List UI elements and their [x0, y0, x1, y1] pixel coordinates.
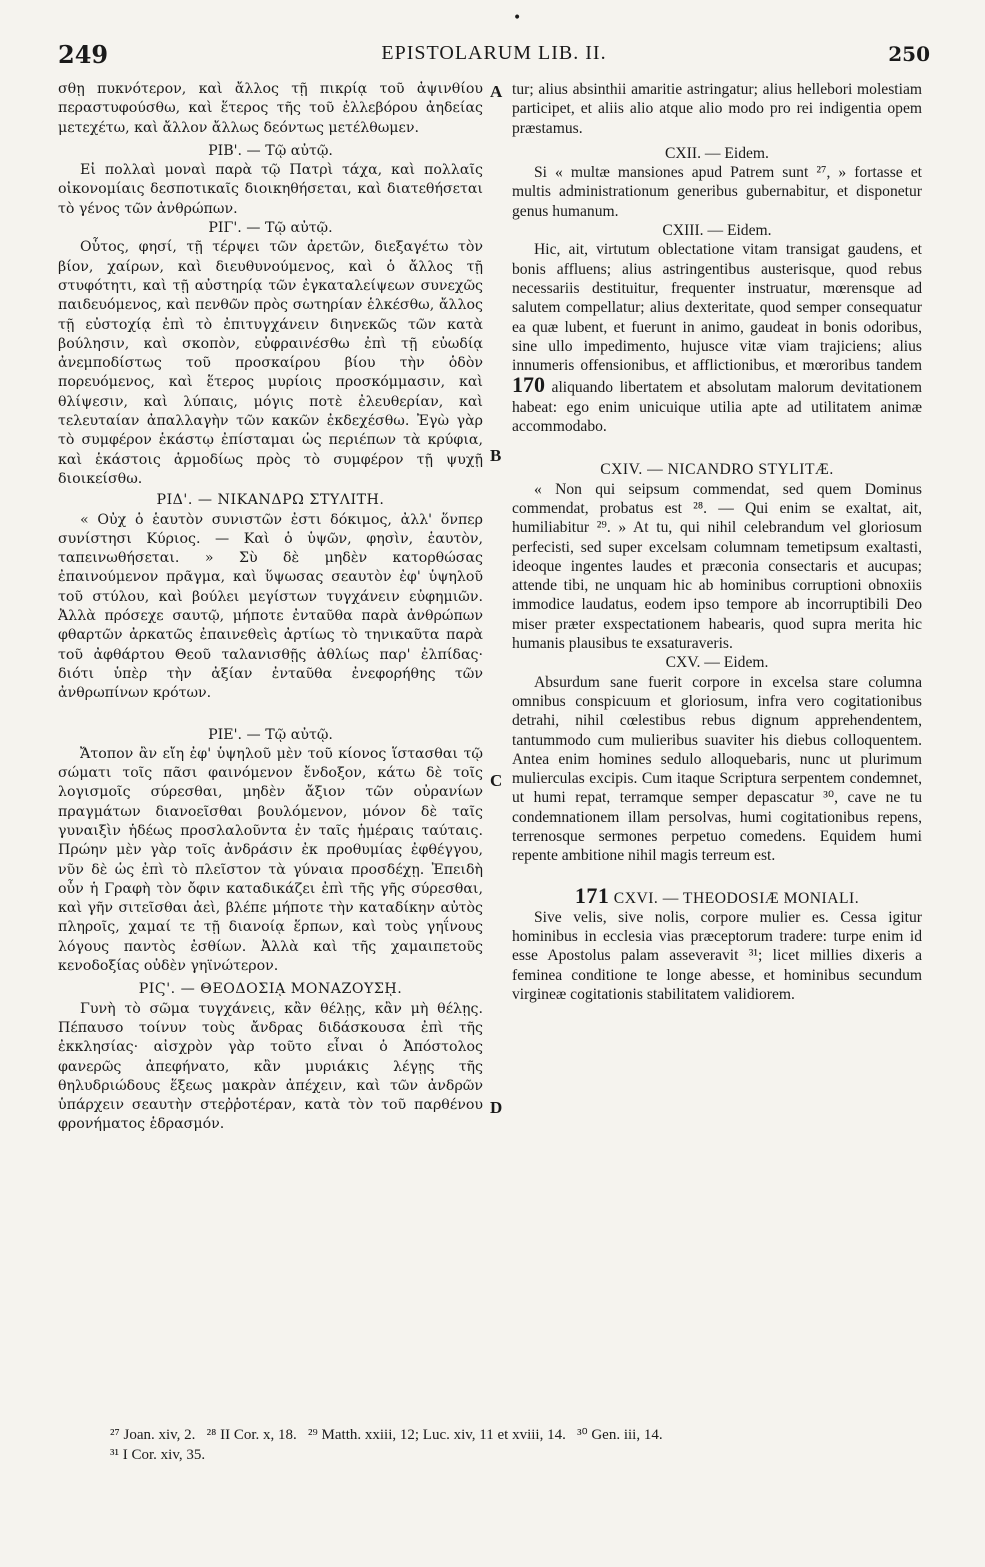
margin-letter-c: C	[490, 771, 503, 790]
ink-mark: •	[513, 10, 522, 26]
column-number: 170	[512, 372, 545, 398]
page-number-left: 249	[58, 40, 109, 69]
latin-heading: CXIV. — NICANDRO STYLITÆ.	[600, 461, 834, 479]
latin-heading	[512, 882, 922, 908]
latin-paragraph: Absurdum sane fuerit corpore in excelsa stare columna omnibus conspicuum et gloriosum, infra vero cogitationibus detrahi, nihil cœlestibus rebus dignum apprehendentem, tantummodo cum mulieribus suaviter his diebus colloquentem. Antea enim homines sedulo alloquebaris, nunc ut plurimum mulierculas excipis. Cum itaque Scriptura serpentem condemnet, ut humi repat, terramque semper depascatur ³⁰, cave ne tu condemnationem illam persolvas, humi cogitationibus repens, terrenosque sermones perpetuo comedens. Equidem humi repente ambitione nihil magis terreum est.	[512, 673, 922, 865]
latin-paragraph	[512, 240, 922, 436]
latin-paragraph: tur; alius absinthii amaritie astringatur; alius hellebori molestiam participet, et aliis alio atque alio modo pro rei indigentia opem præstamus.	[512, 81, 922, 137]
latin-paragraph: Si « multæ mansiones apud Patrem sunt ²⁷, » fortasse et multis administrationum generibus gubernabitur, et disponetur genus humanum.	[512, 164, 922, 220]
footnotes	[110, 1425, 935, 1465]
greek-paragraph: Οὗτος, φησί, τῇ τέρψει τῶν ἀρετῶν, διεξαγέτω τὸν βίον, χαίρων, καὶ διευθυνούμενος, καὶ ὁ ἄλλος τῇ στυφότητι, καὶ τῇ αὐστηρίᾳ τῶν ἐγκαταλείψεων συνεχῶς παιδευόμενος, καὶ πενθῶν πρὸς σωτηρίαν ἑλκέσθω, ἄλλος τῇ εὐστοχίᾳ ἐπὶ τὸ ἐπιτυγχάνειν διηνεκῶς τῶν κατὰ βούλησιν, καὶ σκοπὸν, εὐφραινέσθω ἐπὶ τῇ εὐωδίᾳ ἀνεμποδίστως τοῦ προσκαίρου βίου τὴν ὁδὸν πορευόμενος, καὶ ἕτερος μυρίοις προσκόμμασιν, καὶ θλίψεσιν, καὶ λύπαις, μόγις ποτὲ ἐλευθερίαν, καὶ τελευταίαν ἀπαλλαγὴν τῶν κακῶν ἐκδεχέσθω. Ἐγὼ γὰρ τὸ συμφέρον ἑκάστῳ ἐπίσταμαι ὡς περιέπων τὰ κρύφια, καὶ ἑκάστοις ἁρμοδίως πρὸς τὸ συμφέρον τῇ ψυχῇ διοικείσθω.	[58, 239, 483, 487]
latin-heading: CXIII. — Eidem.	[662, 222, 772, 240]
footnote-line: ³¹ I Cor. xiv, 35.	[110, 1447, 206, 1463]
margin-letter-b: B	[490, 446, 502, 465]
latin-heading: CXV. — Eidem.	[665, 654, 769, 672]
column-number: 171	[574, 882, 610, 908]
greek-heading: ΡΙΓ'. — Τῷ αὐτῷ.	[208, 220, 333, 237]
greek-heading: ΡΙϚ'. — ΘΕΟΔΟΣΙᾼ ΜΟΝΑΖΟΥΣῌ.	[138, 981, 403, 998]
greek-column	[58, 80, 483, 1135]
greek-heading: ΡΙΔ'. — ΝΙΚΑΝΔΡΩ ΣΤΥΛΙΤΗ.	[156, 492, 385, 509]
greek-paragraph: Εἰ πολλαὶ μοναὶ παρὰ τῷ Πατρὶ τάχα, καὶ πολλαῖς οἰκονομίαις δεσποτικαῖς διοικηθήσεται, καὶ διατεθήσεται τὸ γένος τῶν ἀνθρώπων.	[58, 162, 483, 217]
latin-paragraph: « Non qui seipsum commendat, sed quem Dominus commendat, probatus est ²⁸. — Qui enim se exaltat, ait, humiliabitur ²⁹. » At tu, qui nihil celebrandum vel gloriosum perfecisti, sed super excelsam columnam temetipsum exaltasti, ideoque ingentes laudes et præconia consectaris et aucupas; attende tibi, ne unquam hic ab hominibus corruptioni obnoxiis immodice laudatus, eodem ipso tempore ab incorruptibili Deo miser præter exspectationem habearis, quod supra merita hic humanis plausibus te exsaturaveris.	[512, 480, 922, 653]
margin-letter-a: A	[490, 82, 503, 101]
greek-paragraph: Ἄτοπον ἂν εἴη ἐφ' ὑψηλοῦ μὲν τοῦ κίονος ἵστασθαι τῷ σώματι τοῖς πᾶσι φαινόμενον ἔνδοξον, κάτω δὲ τοῖς λογισμοῖς σύρεσθαι, μηδὲν ἄξιον τῶν οὐρανίων πραγμάτων διανοεῖσθαι βουλόμενον, μόνον δὲ ταῖς γυναιξὶν ἡδέως προσλαλοῦντα ἐν ταῖς ἡμέραις ταύταις. Πρώην μὲν γὰρ τοῖς ἀνδράσιν ἐκ προθυμίας ἐφθέγγου, νῦν δὲ ὡς ἐπὶ τὸ πλεῖστον τὰ γύναια προσδέχῃ. Ἐπειδὴ οὖν ἡ Γραφὴ τὸν ὄφιν καταδικάζει ἐπὶ τῆς γῆς σύρεσθαι, καὶ γῆν σιτεῖσθαι ἀεὶ, βλέπε μήποτε τὴν καταδίκην αὐτὸς πληροῖς, χαμαί τε τῇ διανοίᾳ ἕρπων, καὶ τοὺς γηΐνους λόγους παντὸς ἐσθίων. Ἀλλὰ καὶ τῆς χαμαιπετοῦς κενοδοξίας οὐδὲν γηϊνώτερον.	[58, 745, 483, 975]
latin-text: Hic, ait, virtutum oblectatione vitam transigat gaudens, et bonis affluens; alius astringentibus austerisque, quod rebus necessariis destituitur, frequenter instruatur, mœrensque ad salutem compellatur; alius dexteritate, quod semper consequatur ea quæ lubent, et fuerunt in animo, gaudeat in bonis odoribus, sine ullo impedimento, hujusce vitæ viam trajiciens; alius innumeris offensionibus, et afflictionibus, et mœroribus tandem	[512, 241, 922, 375]
greek-heading: ΡΙΒ'. — Τῷ αὐτῷ.	[208, 142, 333, 159]
footnote-line: ²⁷ Joan. xiv, 2. ²⁸ II Cor. x, 18. ²⁹ Matth. xxiii, 12; Luc. xiv, 11 et xviii, 14. ³⁰ Gen. iii, 14.	[110, 1427, 663, 1443]
greek-paragraph: Γυνὴ τὸ σῶμα τυγχάνεις, κἂν θέλῃς, κἂν μὴ θέλῃς. Πέπαυσο τοίνυν τοὺς ἄνδρας διδάσκουσα ἐπὶ τῆς ἐκκλησίας· αἰσχρὸν γὰρ τοῦτο εἶναι ὁ Ἀπόστολος φανερῶς ἀπεφήνατο, κἂν μυριάκις λέγῃς τῆς θηλυδριώδους ἕξεως μακρὰν ἀπέχειν, καὶ τῶν ἀνδρῶν ὑπάρχειν σεαυτὴν στεῤῥοτέραν, κατὰ τὸν τοῦ παρθένου φρονήματος ἑδρασμόν.	[58, 1000, 483, 1133]
page-number-right: 250	[888, 42, 930, 66]
latin-paragraph: Sive velis, sive nolis, corpore mulier es. Cessa igitur hominibus in ecclesia vias præceptorum tradere: turpe enim id esse Apostolus palam asseveravit ³¹; licet millies dixeris a feminea conditione te longe abesse, et hominibus secundum virgineæ cogitationis stabilitatem validiorem.	[512, 908, 922, 1004]
latin-column	[512, 80, 922, 1004]
latin-heading-text: CXVI. — THEODOSIÆ MONIALI.	[613, 889, 860, 907]
greek-heading: ΡΙΕ'. — Τῷ αὐτῷ.	[208, 726, 333, 743]
margin-letter-d: D	[490, 1098, 503, 1117]
latin-heading: CXII. — Eidem.	[665, 144, 769, 162]
latin-text: aliquando libertatem et absolutam malorum devitationem habeat: ego enim unicuique utilia apte ad utilitatem animæ accommodabo.	[512, 379, 922, 436]
page-header	[58, 40, 930, 72]
greek-paragraph: σθῃ πυκνότερον, καὶ ἄλλος τῇ πικρίᾳ τοῦ ἀψινθίου περαστυφούσθω, καὶ ἕτερος τῆς τοῦ ἐλλεβόρου ἀηδείας μετεχέτω, καὶ ἄλλον ἄλλως δεόντως μετέλθωμεν.	[58, 81, 483, 136]
running-title: EPISTOLARUM LIB. II.	[381, 42, 607, 64]
greek-paragraph: « Οὐχ ὁ ἑαυτὸν συνιστῶν ἐστι δόκιμος, ἀλλ' ὅνπερ συνίστησι Κύριος. — Καὶ ὁ ὑψῶν, φησὶν, ἑαυτὸν, ταπεινωθήσεται. » Σὺ δὲ μηδὲν κατορθώσας ἐπαινούμενον πρᾶγμα, καὶ ὕψωσας σεαυτὸν ἐφ' ὑψηλοῦ τοῦ στύλου, καὶ βούλει μεγίστων τυγχάνειν εὐφημιῶν. Ἀλλὰ πρόσεχε σαυτῷ, μήποτε ἐνταῦθα παρὰ ἀνθρώπων φθαρτῶν ἀρκατῶς ἐπαινεθεὶς ἀρτίως τὸ τηνικαῦτα παρὰ τοῦ ἀφθάρτου Θεοῦ ταλανισθῇς ἀθλίως παρ' ἐλπίδας· διότι ὑπὲρ τὴν ἀξίαν ἐνταῦθα ἐνεφορήθης τῶν ἀνθρωπίνων κρότων.	[58, 511, 483, 702]
